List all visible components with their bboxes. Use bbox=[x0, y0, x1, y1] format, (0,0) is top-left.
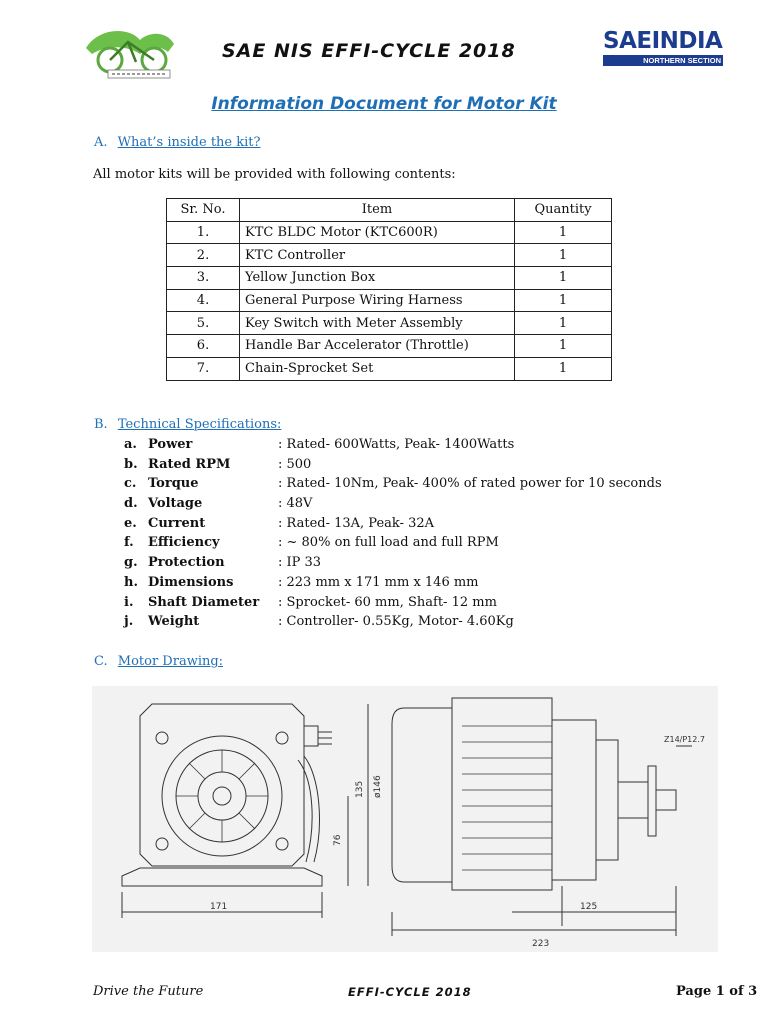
dim-label-height: 76 bbox=[333, 834, 343, 846]
table-row bbox=[167, 244, 612, 267]
section-c-title: Motor Drawing: bbox=[117, 654, 224, 669]
cell-sr-no: 4. bbox=[167, 289, 240, 312]
spec-name: Dimensions bbox=[148, 575, 234, 590]
cell-item: Yellow Junction Box bbox=[240, 267, 515, 290]
cell-sr-no: 5. bbox=[167, 312, 240, 335]
spec-letter: a. bbox=[124, 437, 137, 452]
cell-item: General Purpose Wiring Harness bbox=[240, 289, 515, 312]
spec-letter: d. bbox=[124, 496, 138, 511]
effi-cycle-logo bbox=[78, 22, 184, 84]
spec-value: : Sprocket- 60 mm, Shaft- 12 mm bbox=[278, 595, 497, 610]
section-b-letter: B. bbox=[94, 417, 108, 432]
spec-letter: b. bbox=[124, 457, 138, 472]
motor-side-view bbox=[392, 698, 676, 926]
dim-label-125: 125 bbox=[580, 902, 598, 912]
section-a-heading bbox=[94, 135, 260, 150]
spec-letter: e. bbox=[124, 516, 137, 531]
table-row bbox=[167, 335, 612, 358]
dim-label-223: 223 bbox=[532, 939, 550, 949]
table-row bbox=[167, 357, 612, 380]
spec-name: Shaft Diameter bbox=[148, 595, 260, 610]
saeindia-logo bbox=[603, 28, 723, 68]
section-c-heading bbox=[94, 654, 223, 669]
cell-item: Key Switch with Meter Assembly bbox=[240, 312, 515, 335]
saeindia-logo-brand: SAEINDIA bbox=[603, 28, 723, 54]
footer-event-name: EFFI-CYCLE 2018 bbox=[348, 985, 472, 999]
cell-quantity: 1 bbox=[515, 221, 612, 244]
spec-letter: h. bbox=[124, 575, 138, 590]
cell-item: Chain-Sprocket Set bbox=[240, 357, 515, 380]
spec-name: Voltage bbox=[148, 496, 203, 511]
table-row bbox=[167, 289, 612, 312]
spec-value: : 48V bbox=[278, 496, 313, 511]
motor-drawing bbox=[92, 686, 718, 952]
spec-letter: f. bbox=[124, 535, 134, 550]
cell-sr-no: 2. bbox=[167, 244, 240, 267]
cell-quantity: 1 bbox=[515, 267, 612, 290]
spec-value: : 223 mm x 171 mm x 146 mm bbox=[278, 575, 479, 590]
header-title: SAE NIS EFFI-CYCLE 2018 bbox=[222, 40, 516, 62]
sprocket-label: Z14/P12.7 bbox=[664, 735, 705, 744]
spec-letter: c. bbox=[124, 476, 137, 491]
column-header-sr-no: Sr. No. bbox=[167, 199, 240, 222]
spec-name: Protection bbox=[148, 555, 225, 570]
cell-sr-no: 3. bbox=[167, 267, 240, 290]
table-header-row bbox=[167, 199, 612, 222]
spec-name: Current bbox=[148, 516, 206, 531]
table-row bbox=[167, 267, 612, 290]
cell-quantity: 1 bbox=[515, 357, 612, 380]
table-row bbox=[167, 312, 612, 335]
cell-quantity: 1 bbox=[515, 335, 612, 358]
cell-sr-no: 7. bbox=[167, 357, 240, 380]
kit-contents-table bbox=[166, 198, 612, 381]
table-row bbox=[167, 221, 612, 244]
spec-letter: i. bbox=[124, 595, 134, 610]
footer-tagline: Drive the Future bbox=[93, 984, 204, 999]
section-c-letter: C. bbox=[94, 654, 108, 669]
section-a-title: What’s inside the kit? bbox=[117, 135, 261, 150]
cell-quantity: 1 bbox=[515, 244, 612, 267]
spec-value: : Rated- 13A, Peak- 32A bbox=[278, 516, 435, 531]
spec-name: Power bbox=[148, 437, 193, 452]
cell-item: KTC BLDC Motor (KTC600R) bbox=[240, 221, 515, 244]
spec-value: : Rated- 600Watts, Peak- 1400Watts bbox=[278, 437, 515, 452]
spec-value: : IP 33 bbox=[278, 555, 322, 570]
cell-quantity: 1 bbox=[515, 312, 612, 335]
spec-value: : ~ 80% on full load and full RPM bbox=[278, 535, 499, 550]
cell-item: Handle Bar Accelerator (Throttle) bbox=[240, 335, 515, 358]
dim-label-width: 171 bbox=[210, 902, 228, 912]
section-a-letter: A. bbox=[94, 135, 108, 150]
spec-name: Weight bbox=[148, 614, 200, 629]
section-b-title: Technical Specifications: bbox=[117, 417, 282, 432]
cell-sr-no: 6. bbox=[167, 335, 240, 358]
column-header-item: Item bbox=[240, 199, 515, 222]
page-number: Page 1 of 3 bbox=[676, 984, 758, 999]
column-header-quantity: Quantity bbox=[515, 199, 612, 222]
cell-item: KTC Controller bbox=[240, 244, 515, 267]
spec-name: Rated RPM bbox=[148, 457, 231, 472]
spec-value: : Controller- 0.55Kg, Motor- 4.60Kg bbox=[278, 614, 514, 629]
section-b-heading bbox=[94, 417, 281, 432]
dim-label-135: 135 bbox=[355, 780, 365, 798]
spec-name: Torque bbox=[148, 476, 199, 491]
saeindia-logo-subtitle: NORTHERN SECTION bbox=[603, 55, 723, 66]
motor-front-view bbox=[122, 704, 332, 886]
document-title: Information Document for Motor Kit bbox=[211, 94, 557, 114]
dim-label-146: ø146 bbox=[373, 775, 383, 798]
spec-value: : Rated- 10Nm, Peak- 400% of rated power for 10 seconds bbox=[278, 476, 662, 491]
cell-sr-no: 1. bbox=[167, 221, 240, 244]
spec-letter: j. bbox=[124, 614, 134, 629]
spec-name: Efficiency bbox=[148, 535, 220, 550]
spec-letter: g. bbox=[124, 555, 138, 570]
spec-value: : 500 bbox=[278, 457, 312, 472]
section-a-intro: All motor kits will be provided with following contents: bbox=[93, 167, 456, 182]
cell-quantity: 1 bbox=[515, 289, 612, 312]
